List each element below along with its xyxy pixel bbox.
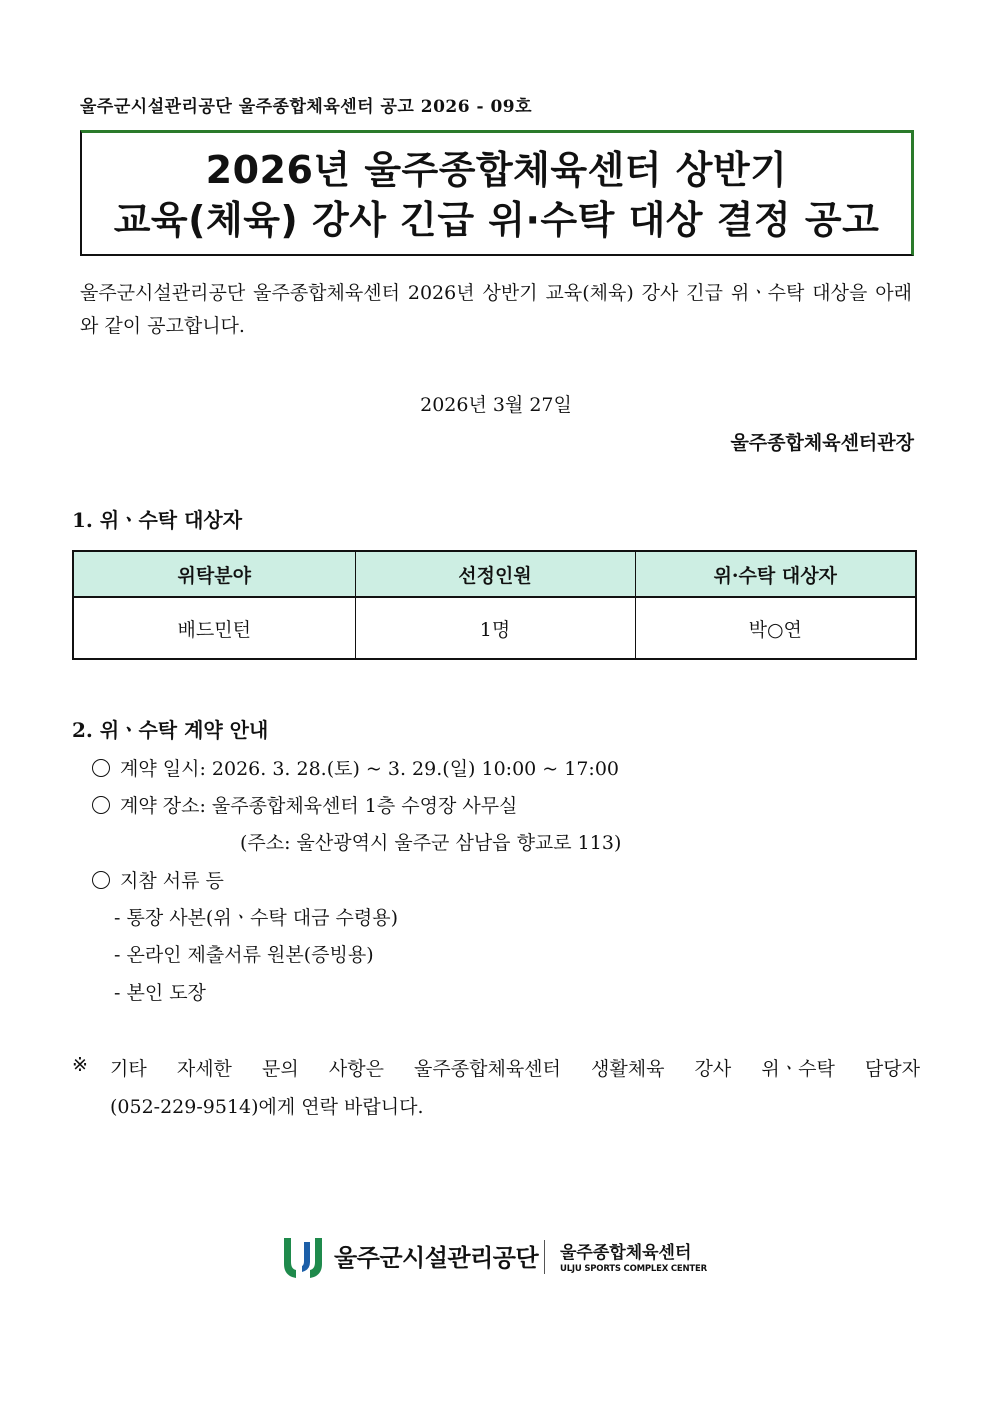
uj-logo-icon [280, 1234, 326, 1280]
table-header-row [73, 551, 916, 597]
document-item-3: - 본인 도장 [114, 982, 206, 1004]
contract-place: 계약 장소: 울주종합체육센터 1층 수영장 사무실 [120, 795, 518, 817]
intro-paragraph: 울주군시설관리공단 울주종합체육센터 2026년 상반기 교육(체육) 강사 긴급 위ㆍ수탁 대상을 아래와 같이 공고합니다. [80, 282, 912, 337]
circle-bullet-icon [92, 759, 110, 777]
note-line-1: 기타 자세한 문의 사항은 울주종합체육센터 생활체육 강사 위ㆍ수탁 담당자 [110, 1058, 920, 1080]
section-1-heading: 1. 위ㆍ수탁 대상자 [72, 508, 243, 532]
center-english-name: ULJU SPORTS COMPLEX CENTER [560, 1264, 707, 1274]
documents-item [92, 866, 224, 893]
org-name: 울주군시설관리공단 [334, 1244, 539, 1272]
circle-bullet-icon [92, 871, 110, 889]
table-cell-field: 배드민턴 [73, 597, 355, 659]
documents-title: 지참 서류 등 [120, 870, 224, 892]
table-row [73, 597, 916, 659]
signature: 울주종합체육센터관장 [730, 432, 914, 454]
title-box [80, 130, 914, 256]
note-mark: ※ [72, 1054, 88, 1076]
table-header-person: 위·수탁 대상자 [635, 551, 916, 597]
contract-date-item [92, 754, 619, 781]
table-header-field: 위탁분야 [73, 551, 355, 597]
table-header-count: 선정인원 [355, 551, 635, 597]
announcement-date: 2026년 3월 27일 [420, 394, 572, 416]
contract-date: 계약 일시: 2026. 3. 28.(토) ~ 3. 29.(일) 10:00 ~ 17:00 [120, 758, 620, 780]
contract-place-item [92, 791, 517, 818]
notice-number: 울주군시설관리공단 울주종합체육센터 공고 2026 - 09호 [80, 97, 533, 117]
center-name: 울주종합체육센터 [560, 1243, 692, 1263]
title-line-1: 2026년 울주종합체육센터 상반기 [205, 148, 788, 192]
selection-table [72, 550, 917, 660]
table-cell-person: 박○연 [635, 597, 916, 659]
note-line-2: (052-229-9514)에게 연락 바랍니다. [110, 1096, 424, 1118]
section-2-heading: 2. 위ㆍ수탁 계약 안내 [72, 718, 269, 742]
document-item-2: - 온라인 제출서류 원본(증빙용) [114, 944, 374, 966]
document-item-1: - 통장 사본(위ㆍ수탁 대금 수령용) [114, 907, 399, 929]
title-line-2: 교육(체육) 강사 긴급 위·수탁 대상 결정 공고 [113, 198, 880, 242]
table-cell-count: 1명 [355, 597, 635, 659]
address: (주소: 울산광역시 울주군 삼남읍 향교로 113) [240, 832, 622, 854]
circle-bullet-icon [92, 796, 110, 814]
footer-divider [544, 1240, 545, 1274]
